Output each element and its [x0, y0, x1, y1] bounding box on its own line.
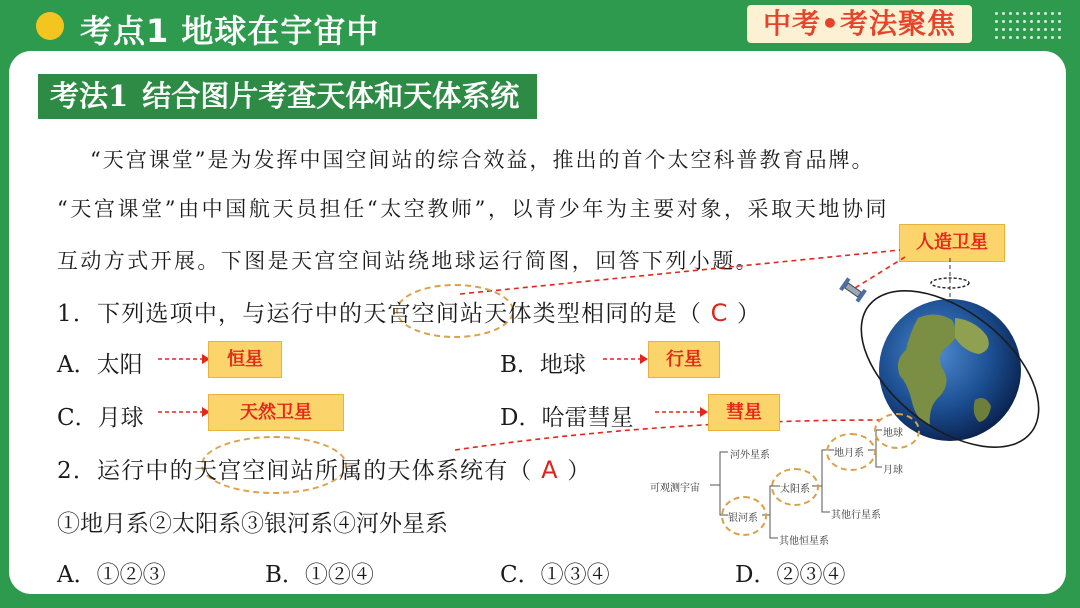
q2-option-d: D．②③④ [735, 562, 846, 588]
hier-earth-moon: 地月系 [834, 448, 864, 459]
q1-tag-star: 恒星 [208, 341, 282, 378]
q2-option-b: B．①②④ [265, 562, 374, 588]
hier-other-stars: 其他恒星系 [779, 536, 829, 547]
hier-earth: 地球 [883, 428, 903, 439]
question-2-statement: ①地月系②太阳系③银河系④河外星系 [57, 511, 448, 537]
q2-option-a: A．①②③ [57, 562, 166, 588]
question-1-close: ） [737, 301, 762, 327]
question-1-text: 1．下列选项中，与运行中的天宫空间站天体类型相同的是（ [57, 301, 703, 327]
q2-option-c: C．①③④ [500, 562, 610, 588]
passage-line-1: “天宫课堂”是为发挥中国空间站的综合效益，推出的首个太空科普教育品牌。 [90, 148, 875, 172]
hier-milky-way: 银河系 [728, 513, 758, 524]
q1-option-c: C．月球 [57, 405, 144, 431]
question-2-close: ） [567, 458, 592, 484]
badge-exam-focus: 中考•考法聚焦 [747, 5, 972, 43]
space-station-icon [839, 277, 867, 302]
question-2-text: 2．运行中的天宫空间站所属的天体系统有（ [57, 458, 533, 484]
callout-artificial-satellite: 人造卫星 [899, 224, 1005, 262]
hier-extragalactic: 河外星系 [730, 450, 770, 461]
question-1-stem [57, 295, 761, 328]
question-2-stem [57, 452, 592, 485]
q1-option-a: A．太阳 [57, 352, 143, 378]
q1-tag-natural-satellite: 天然卫星 [208, 394, 344, 431]
question-1-answer: C [710, 299, 729, 327]
page-title: 考点1 地球在宇宙中 [80, 12, 380, 50]
q1-tag-planet: 行星 [648, 341, 720, 378]
passage-line-2: “天宫课堂”由中国航天员担任“太空教师”，以青少年为主要对象，采取天地协同 [57, 197, 890, 221]
q1-option-d: D．哈雷彗星 [500, 405, 634, 431]
section-label: 考法1 [50, 79, 129, 113]
q1-option-b: B．地球 [500, 352, 586, 378]
passage-line-3: 互动方式开展。下图是天宫空间站绕地球运行简图，回答下列小题。 [57, 249, 759, 273]
hier-moon: 月球 [883, 465, 903, 476]
hier-other-planets: 其他行星系 [831, 510, 881, 521]
hier-root: 可观测宇宙 [650, 483, 700, 494]
q1-tag-comet: 彗星 [708, 394, 780, 431]
section-heading: 结合图片考查天体和天体系统 [142, 79, 520, 113]
hier-solar: 太阳系 [780, 484, 810, 495]
question-2-answer: A [541, 456, 559, 484]
